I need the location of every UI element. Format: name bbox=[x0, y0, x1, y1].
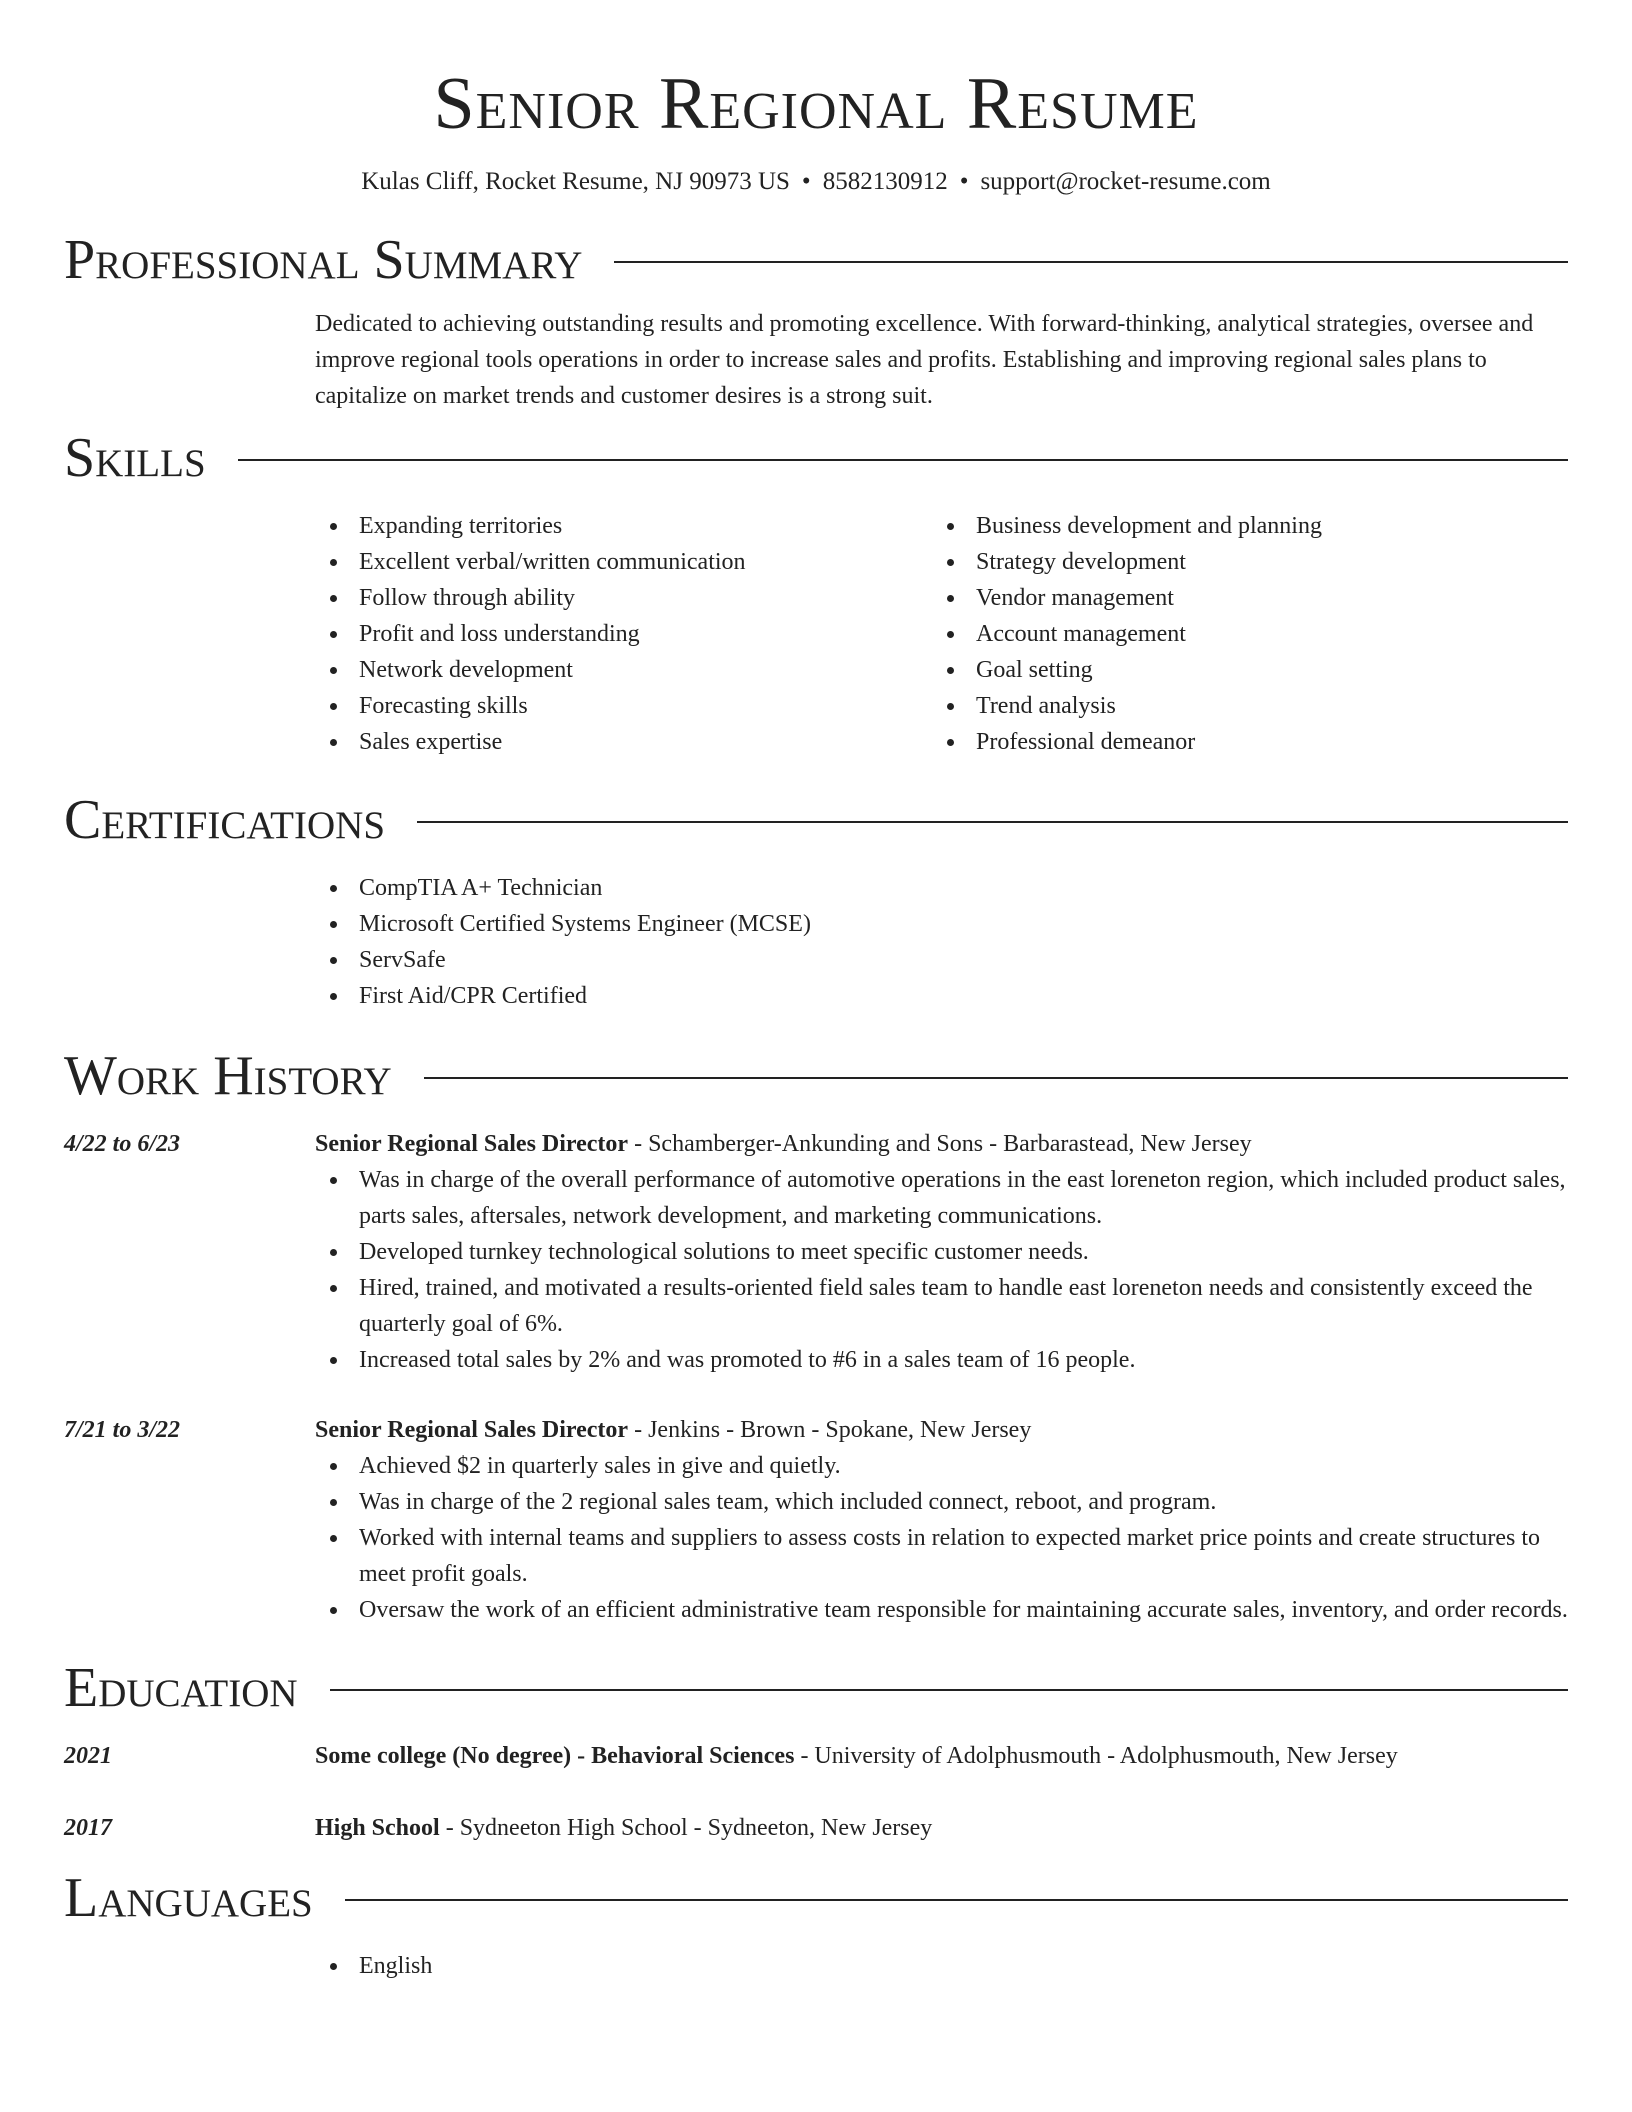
skill-item: Excellent verbal/written communication bbox=[315, 544, 932, 580]
job-bullet: Hired, trained, and motivated a results-oriented field sales team to handle east loreneton needs and consistently exceed the quarterly goal of 6%. bbox=[315, 1270, 1568, 1342]
education-details: - Sydneeton High School - Sydneeton, New Jersey bbox=[439, 1815, 933, 1841]
education-degree: Some college (No degree) - Behavioral Sciences bbox=[315, 1743, 795, 1769]
section-divider bbox=[424, 1077, 1568, 1079]
section-divider bbox=[614, 261, 1568, 263]
work-section bbox=[64, 1044, 1568, 1628]
work-header bbox=[64, 1044, 1568, 1108]
languages-section bbox=[64, 1866, 1568, 1984]
job-bullet: Oversaw the work of an efficient administrative team responsible for maintaining accurate sales, inventory, and order records. bbox=[315, 1592, 1568, 1628]
job-heading bbox=[315, 1412, 1568, 1448]
job-bullet: Was in charge of the 2 regional sales team, which included connect, reboot, and program. bbox=[315, 1484, 1568, 1520]
certification-item: Microsoft Certified Systems Engineer (MCSE) bbox=[315, 906, 1568, 942]
summary-header bbox=[64, 228, 1568, 292]
skills-title: Skills bbox=[64, 427, 206, 489]
education-title: Education bbox=[64, 1657, 298, 1719]
job-role: Senior Regional Sales Director bbox=[315, 1131, 629, 1157]
education-body bbox=[315, 1810, 1568, 1846]
education-body bbox=[315, 1738, 1568, 1774]
job-details: - Jenkins - Brown - Spokane, New Jersey bbox=[628, 1417, 1032, 1443]
skill-item: Follow through ability bbox=[315, 580, 932, 616]
job-entry bbox=[64, 1126, 1568, 1378]
skill-item: Vendor management bbox=[932, 580, 1549, 616]
skill-item: Profit and loss understanding bbox=[315, 616, 932, 652]
skills-grid bbox=[315, 508, 1568, 760]
education-section bbox=[64, 1656, 1568, 1846]
languages-body bbox=[315, 1948, 1568, 1984]
education-year: 2021 bbox=[64, 1743, 112, 1769]
job-body bbox=[315, 1126, 1568, 1378]
summary-text: Dedicated to achieving outstanding results and promoting excellence. With forward-thinking, analytical strategies, oversee and improve regional tools operations in order to increase sales and profits. Establishing and improving regional sales plans to capitalize on market trends and customer desires is a strong suit. bbox=[315, 311, 1534, 409]
education-year: 2017 bbox=[64, 1815, 112, 1841]
skills-header bbox=[64, 426, 1568, 490]
certifications-title: Certifications bbox=[64, 789, 386, 851]
job-bullet: Worked with internal teams and suppliers to assess costs in relation to expected market price points and create structures to meet profit goals. bbox=[315, 1520, 1568, 1592]
summary-title: Professional Summary bbox=[64, 229, 583, 291]
education-details: - University of Adolphusmouth - Adolphusmouth, New Jersey bbox=[794, 1743, 1398, 1769]
job-body bbox=[315, 1412, 1568, 1628]
certification-item: CompTIA A+ Technician bbox=[315, 870, 1568, 906]
contact-email: support@rocket-resume.com bbox=[980, 168, 1271, 195]
section-divider bbox=[345, 1899, 1568, 1901]
summary-section bbox=[64, 228, 1568, 414]
skill-item: Professional demeanor bbox=[932, 724, 1549, 760]
job-dates: 4/22 to 6/23 bbox=[64, 1131, 181, 1157]
job-bullets bbox=[315, 1162, 1568, 1378]
certifications-section bbox=[64, 788, 1568, 1014]
section-divider bbox=[330, 1689, 1568, 1691]
contact-line bbox=[0, 166, 1632, 198]
job-role: Senior Regional Sales Director bbox=[315, 1417, 629, 1443]
skill-item: Account management bbox=[932, 616, 1549, 652]
job-bullet: Developed turnkey technological solutions to meet specific customer needs. bbox=[315, 1234, 1568, 1270]
skills-section bbox=[64, 426, 1568, 760]
certifications-list bbox=[315, 870, 1568, 1014]
skill-item: Goal setting bbox=[932, 652, 1549, 688]
job-bullet: Achieved $2 in quarterly sales in give and quietly. bbox=[315, 1448, 1568, 1484]
job-bullet: Was in charge of the overall performance of automotive operations in the east loreneton region, which included product sales, parts sales, aftersales, network development, and marketing communications. bbox=[315, 1162, 1568, 1234]
job-entry bbox=[64, 1412, 1568, 1628]
skills-list-left bbox=[315, 508, 932, 760]
skill-item: Expanding territories bbox=[315, 508, 932, 544]
contact-separator: • bbox=[959, 168, 969, 195]
job-details: - Schamberger-Ankunding and Sons - Barbarastead, New Jersey bbox=[628, 1131, 1252, 1157]
section-divider bbox=[417, 821, 1568, 823]
skill-item: Forecasting skills bbox=[315, 688, 932, 724]
skill-item: Sales expertise bbox=[315, 724, 932, 760]
resume-name: Senior Regional Resume bbox=[433, 63, 1199, 145]
contact-address: Kulas Cliff, Rocket Resume, NJ 90973 US bbox=[361, 168, 790, 195]
certification-item: First Aid/CPR Certified bbox=[315, 978, 1568, 1014]
languages-header bbox=[64, 1866, 1568, 1930]
language-item: English bbox=[315, 1948, 1568, 1984]
job-heading bbox=[315, 1126, 1568, 1162]
contact-separator: • bbox=[801, 168, 811, 195]
languages-title: Languages bbox=[64, 1867, 313, 1929]
skill-item: Trend analysis bbox=[932, 688, 1549, 724]
job-bullet: Increased total sales by 2% and was promoted to #6 in a sales team of 16 people. bbox=[315, 1342, 1568, 1378]
section-divider bbox=[238, 459, 1568, 461]
education-entry bbox=[64, 1738, 1568, 1774]
skill-item: Network development bbox=[315, 652, 932, 688]
skill-item: Strategy development bbox=[932, 544, 1549, 580]
skills-list-right bbox=[932, 508, 1549, 760]
job-bullets bbox=[315, 1448, 1568, 1628]
contact-phone: 8582130912 bbox=[822, 168, 948, 195]
certifications-header bbox=[64, 788, 1568, 852]
job-dates: 7/21 to 3/22 bbox=[64, 1417, 181, 1443]
education-header bbox=[64, 1656, 1568, 1720]
certification-item: ServSafe bbox=[315, 942, 1568, 978]
education-degree: High School bbox=[315, 1815, 440, 1841]
certifications-body bbox=[315, 870, 1568, 1014]
work-title: Work History bbox=[64, 1045, 392, 1107]
education-entry bbox=[64, 1810, 1568, 1846]
skill-item: Business development and planning bbox=[932, 508, 1549, 544]
languages-list bbox=[315, 1948, 1568, 1984]
